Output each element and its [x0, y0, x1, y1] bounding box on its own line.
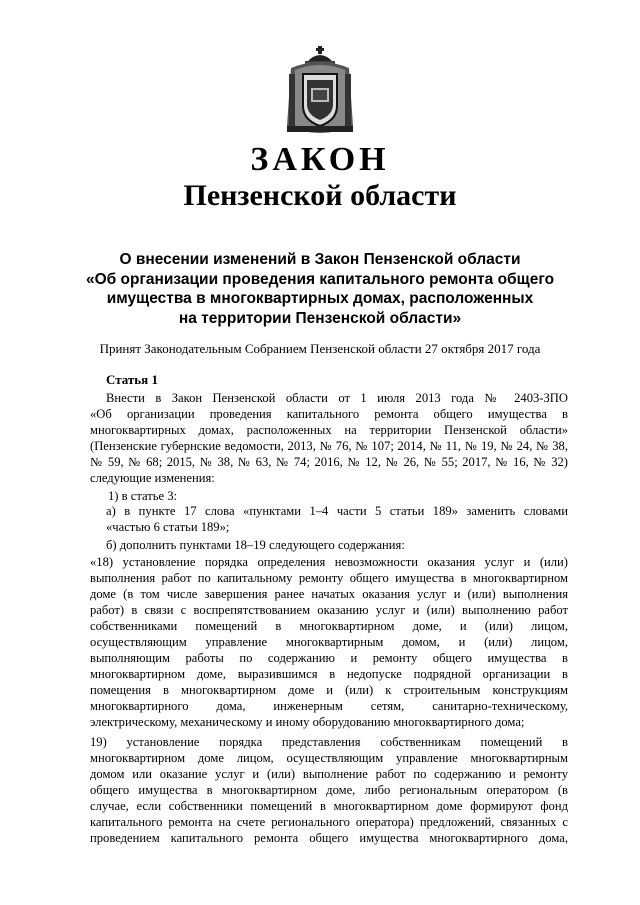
article-title: Статья 1	[106, 372, 158, 387]
text-line: № 59, № 68; 2015, № 38, № 63, № 74; 2016, № 12, № 26, № 55; 2017, № 16, № 32)	[90, 455, 568, 469]
text-line: работ) в связи с воспрепятствованием оказанию услуг и (или) выполнению работ	[90, 603, 568, 617]
law-region: Пензенской области	[183, 179, 457, 212]
law-subject	[80, 250, 560, 328]
subject-line: на территории Пензенской области»	[178, 309, 462, 327]
text-line: Внести в Закон Пензенской области от 1 июля 2013 года № 2403-ЗПО	[106, 391, 568, 405]
subject-line: «Об организации проведения капитального ремонта общего	[85, 270, 555, 288]
text-line: «частью 6 статьи 189»;	[106, 520, 230, 534]
text-line: помещения в многоквартирном доме и (или) к строительным конструкциям	[90, 683, 568, 697]
intro-paragraph	[90, 390, 568, 486]
text-line: (Пензенские губернские ведомости, 2013, № 76, № 107; 2014, № 11, № 19, № 24, № 38,	[90, 439, 568, 453]
text-line: доме (в том числе завершения ранее начатых оказания услуг и (или) выполнения	[90, 587, 568, 601]
text-line: многоквартирном доме, выразившимся в недопуске подрядной организации в	[90, 667, 568, 681]
item-1a	[90, 503, 568, 535]
text-line: капитального ремонта на счете регионального оператора) предложений, связанных с	[90, 815, 568, 829]
point-18	[90, 554, 568, 730]
item-1	[90, 488, 568, 504]
text-line: общего имущества в многоквартирном доме, либо региональным оператором (в	[90, 783, 568, 797]
text-line: электрическому, механическому и иному оборудованию многоквартирного дома;	[90, 715, 525, 729]
text-line: 19) установление порядка представления собственникам помещений в	[90, 735, 568, 749]
text-line: домом или оказание услуг и (или) выполнение работ по содержанию и ремонту	[90, 767, 568, 781]
text-line: многоквартирного дома, инженерным сетям, санитарно-техническому,	[90, 699, 568, 713]
text-line: собственниками помещений в многоквартирном доме, и (или) лицом,	[90, 619, 568, 633]
text-line: проведением капитального ремонта общего имущества многоквартирного дома,	[90, 831, 568, 845]
text-line: 1) в статье 3:	[108, 489, 178, 503]
text-line: многоквартирных домах, расположенных на территории Пензенской области»	[90, 423, 568, 437]
text-line: случае, если собственники помещений в многоквартирном доме формируют фонд	[90, 799, 568, 813]
subject-line: О внесении изменений в Закон Пензенской области	[119, 251, 521, 268]
text-line: многоквартирном доме лицом, осуществляющим управление многоквартирным	[90, 751, 568, 765]
text-line: выполнения работ по капитальному ремонту общего имущества в многоквартирном	[90, 571, 568, 585]
adoption-statement: Принят Законодательным Собранием Пензенской области 27 октября 2017 года	[99, 341, 541, 356]
item-1b	[90, 537, 568, 553]
point-19	[90, 734, 568, 846]
text-line: следующие изменения:	[90, 471, 215, 485]
law-title: ЗАКОН	[250, 141, 390, 178]
text-line: осуществляющим управление многоквартирным домом, и (или) лицом,	[90, 635, 568, 649]
subject-line: имущества в многоквартирных домах, расположенных	[106, 290, 534, 307]
coat-of-arms-icon	[283, 44, 357, 138]
text-line: а) в пункте 17 слова «пунктами 1–4 части 5 статьи 189» заменить словами	[106, 504, 568, 518]
text-line: «18) установление порядка определения невозможности оказания услуг и (или)	[90, 555, 568, 569]
text-line: «Об организации проведения капитального ремонта общего имущества в	[90, 407, 568, 421]
text-line: выполняющим работы по содержанию и ремонту общего имущества в	[90, 651, 568, 665]
text-line: б) дополнить пунктами 18–19 следующего содержания:	[106, 538, 405, 552]
